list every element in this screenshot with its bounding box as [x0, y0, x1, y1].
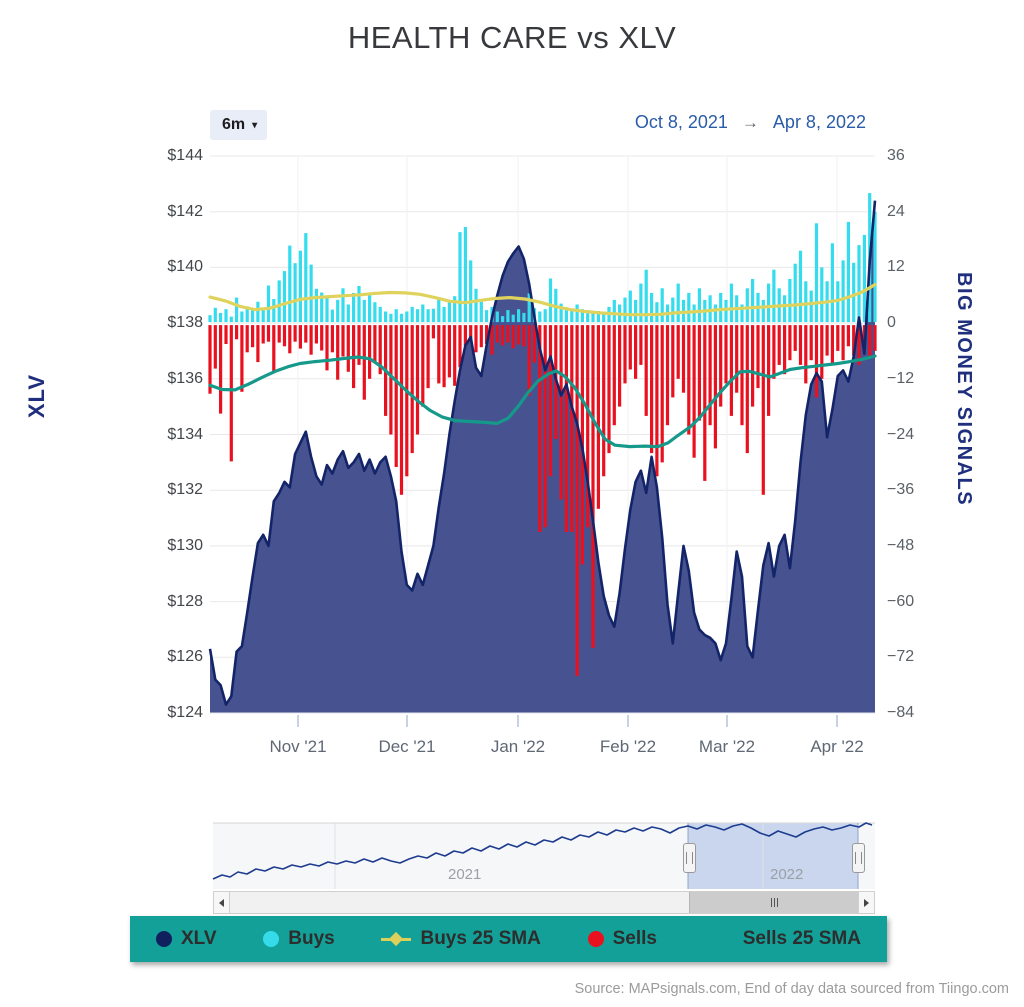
signal-tick-label: −12: [887, 369, 915, 387]
navigator-right-handle[interactable]: [852, 843, 865, 873]
price-tick-label: $142: [167, 202, 203, 220]
month-tick-label: Dec '21: [378, 737, 436, 756]
month-tick-label: Apr '22: [810, 737, 864, 756]
handle-grip-icon: [686, 852, 693, 864]
price-tick-label: $126: [167, 648, 203, 666]
signal-tick-label: 12: [887, 258, 905, 276]
range-selector-label: 6m: [222, 116, 246, 133]
thumb-grip-icon: [777, 898, 778, 907]
signal-tick-label: −24: [887, 425, 915, 443]
month-tick-label: Mar '22: [698, 737, 756, 756]
date-end[interactable]: Apr 8, 2022: [772, 112, 866, 132]
left-axis-title: XLV: [24, 374, 49, 419]
legend-item-xlv[interactable]: [156, 928, 217, 950]
signal-tick-label: −60: [887, 592, 915, 610]
price-tick-label: $136: [167, 369, 203, 387]
date-start[interactable]: Oct 8, 2021: [634, 112, 728, 132]
signal-tick-label: −48: [887, 536, 915, 554]
triangle-right-icon: [864, 899, 869, 907]
legend-item-buys-25-sma[interactable]: [381, 928, 540, 950]
chevron-down-icon: ▾: [252, 119, 258, 131]
buys-sma-marker-icon: [381, 931, 411, 947]
signal-tick-label: −72: [887, 648, 915, 666]
legend-bar: [130, 916, 887, 962]
scroll-left-button[interactable]: [214, 892, 230, 913]
buys-marker-icon: [263, 931, 279, 947]
legend-label: Sells: [612, 928, 657, 949]
right-axis-title: BIG MONEY SIGNALS: [953, 272, 975, 507]
triangle-left-icon: [219, 899, 224, 907]
page-title: HEALTH CARE vs XLV: [347, 20, 677, 55]
price-tick-label: $132: [167, 481, 203, 499]
month-tick-label: Feb '22: [599, 737, 657, 756]
price-tick-label: $138: [167, 314, 203, 332]
thumb-grip-icon: [771, 898, 772, 907]
price-tick-label: $144: [167, 147, 203, 164]
marker-diamond: [712, 932, 726, 946]
thumb-grip-icon: [774, 898, 775, 907]
legend-label: Sells 25 SMA: [742, 928, 861, 949]
signal-tick-label: 24: [887, 202, 905, 220]
legend-label: Buys: [288, 928, 335, 949]
signal-tick-label: −84: [887, 704, 915, 721]
legend-label: XLV: [181, 928, 217, 949]
source-attribution: Source: MAPsignals.com, End of day data sourced from Tiingo.com: [574, 981, 1009, 997]
month-tick-label: Jan '22: [490, 737, 546, 756]
price-tick-label: $134: [167, 425, 203, 443]
xlv-marker-icon: [156, 931, 172, 947]
signal-tick-label: 36: [887, 147, 905, 164]
sells-sma-marker-icon: [704, 931, 734, 947]
month-tick-label: Nov '21: [269, 737, 327, 756]
legend-item-sells[interactable]: [588, 928, 657, 950]
signal-tick-label: 0: [887, 314, 896, 332]
navigator-year-2022: 2022: [770, 866, 804, 883]
price-tick-label: $140: [167, 258, 203, 276]
price-tick-label: $128: [167, 592, 203, 610]
price-tick-label: $124: [167, 704, 203, 721]
navigator-left-handle[interactable]: [683, 843, 696, 873]
legend-item-buys[interactable]: [263, 928, 334, 950]
scroll-right-button[interactable]: [858, 892, 874, 913]
sells-marker-icon: [588, 931, 604, 947]
legend-item-sells-25-sma[interactable]: [704, 928, 861, 950]
legend-label: Buys 25 SMA: [420, 928, 541, 949]
scrollbar-thumb[interactable]: [689, 892, 859, 913]
chart-scrollbar[interactable]: [213, 891, 875, 914]
marker-diamond: [389, 932, 403, 946]
handle-grip-icon: [855, 852, 862, 864]
signal-tick-label: −36: [887, 481, 915, 499]
price-tick-label: $130: [167, 536, 203, 554]
navigator-year-2021: 2021: [448, 866, 482, 883]
arrow-right-icon: →: [741, 112, 759, 132]
